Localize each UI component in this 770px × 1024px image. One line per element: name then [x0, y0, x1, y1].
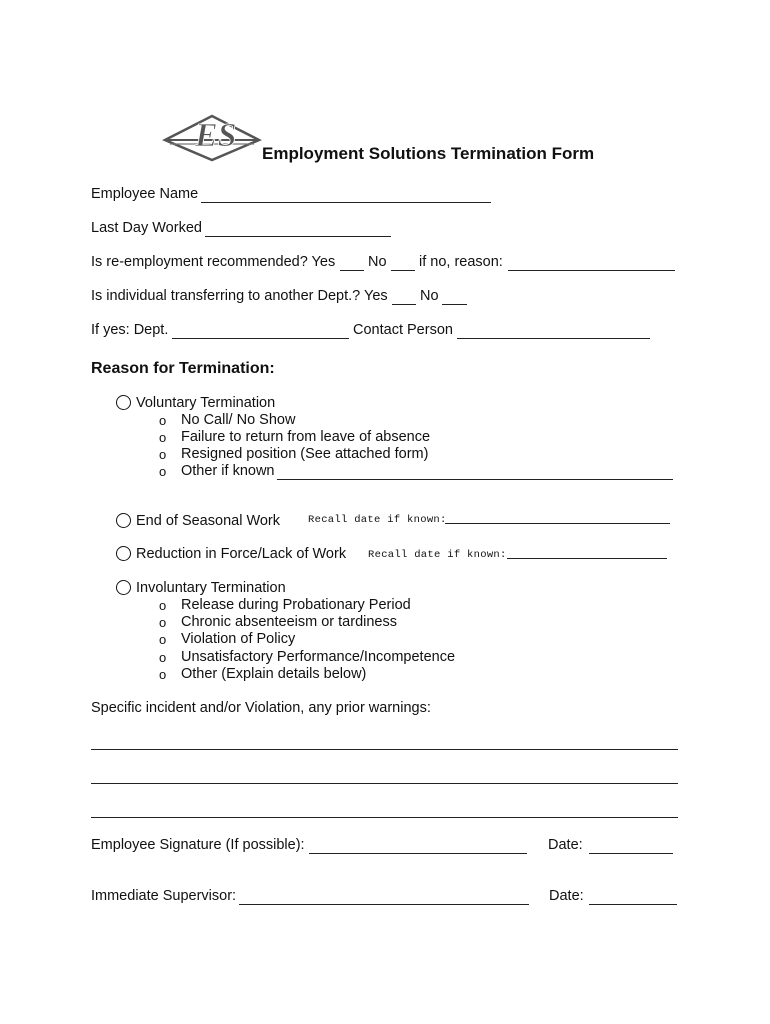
incident-line-3[interactable]	[91, 817, 678, 818]
involuntary-radio[interactable]	[116, 580, 131, 595]
reemployment-reason-label: if no, reason:	[419, 254, 503, 270]
reemployment-yes-field[interactable]	[340, 270, 364, 271]
involuntary-item-policy: Violation of Policy	[181, 631, 296, 647]
involuntary-item-absenteeism: Chronic absenteeism or tardiness	[181, 614, 397, 630]
logo-diamond-graphic	[162, 108, 262, 164]
involuntary-item-other: Other (Explain details below)	[181, 666, 367, 682]
employee-signature-label: Employee Signature (If possible):	[91, 837, 305, 853]
reemployment-reason-field[interactable]	[508, 270, 675, 271]
transfer-no-field[interactable]	[442, 304, 467, 305]
seasonal-label: End of Seasonal Work	[136, 513, 281, 529]
bullet-icon: o	[159, 650, 167, 665]
reduction-radio[interactable]	[116, 546, 131, 561]
dept-label: If yes: Dept.	[91, 322, 169, 338]
transfer-no-label: No	[420, 288, 439, 304]
contact-person-label: Contact Person	[353, 322, 453, 338]
voluntary-radio[interactable]	[116, 395, 131, 410]
incident-label: Specific incident and/or Violation, any prior warnings:	[91, 700, 431, 716]
bullet-icon: o	[159, 598, 167, 613]
reemployment-no-field[interactable]	[391, 270, 415, 271]
supervisor-date-label: Date:	[549, 888, 584, 904]
bullet-icon: o	[159, 413, 167, 428]
supervisor-date-field[interactable]	[589, 904, 677, 905]
voluntary-label: Voluntary Termination	[136, 395, 276, 411]
involuntary-item-probation: Release during Probationary Period	[181, 597, 411, 613]
incident-line-1[interactable]	[91, 749, 678, 750]
bullet-icon: o	[159, 615, 167, 630]
employee-date-field[interactable]	[589, 853, 673, 854]
supervisor-signature-field[interactable]	[239, 904, 529, 905]
page-title: Employment Solutions Termination Form	[262, 144, 595, 163]
bullet-icon: o	[159, 632, 167, 647]
company-logo	[162, 108, 262, 164]
last-day-field[interactable]	[205, 236, 391, 237]
last-day-label: Last Day Worked	[91, 220, 202, 236]
bullet-icon: o	[159, 464, 167, 479]
employee-name-label: Employee Name	[91, 186, 199, 202]
contact-person-field[interactable]	[457, 338, 650, 339]
employee-signature-field[interactable]	[309, 853, 527, 854]
voluntary-item-other: Other if known	[181, 463, 275, 479]
voluntary-item-leave: Failure to return from leave of absence	[181, 429, 431, 445]
employee-name-field[interactable]	[201, 202, 491, 203]
bullet-icon: o	[159, 667, 167, 682]
reason-heading: Reason for Termination:	[91, 360, 275, 377]
seasonal-radio[interactable]	[116, 513, 131, 528]
reduction-label: Reduction in Force/Lack of Work	[136, 546, 347, 562]
transfer-question: Is individual transferring to another Dept.? Yes	[91, 288, 388, 304]
voluntary-other-field[interactable]	[277, 479, 673, 480]
reduction-recall-label: Recall date if known:	[368, 549, 507, 561]
involuntary-label: Involuntary Termination	[136, 580, 286, 596]
bullet-icon: o	[159, 430, 167, 445]
dept-field[interactable]	[172, 338, 349, 339]
transfer-yes-field[interactable]	[392, 304, 416, 305]
voluntary-item-resigned: Resigned position (See attached form)	[181, 446, 429, 462]
seasonal-recall-field[interactable]	[445, 523, 670, 524]
supervisor-signature-label: Immediate Supervisor:	[91, 888, 237, 904]
incident-line-2[interactable]	[91, 783, 678, 784]
seasonal-recall-label: Recall date if known:	[308, 514, 447, 526]
bullet-icon: o	[159, 447, 167, 462]
involuntary-item-performance: Unsatisfactory Performance/Incompetence	[181, 649, 456, 665]
employee-date-label: Date:	[548, 837, 583, 853]
reduction-recall-field[interactable]	[507, 558, 667, 559]
reemployment-question: Is re-employment recommended? Yes	[91, 254, 336, 270]
logo-letters: ES	[195, 117, 237, 154]
voluntary-item-no-call: No Call/ No Show	[181, 412, 296, 428]
reemployment-no-label: No	[368, 254, 387, 270]
